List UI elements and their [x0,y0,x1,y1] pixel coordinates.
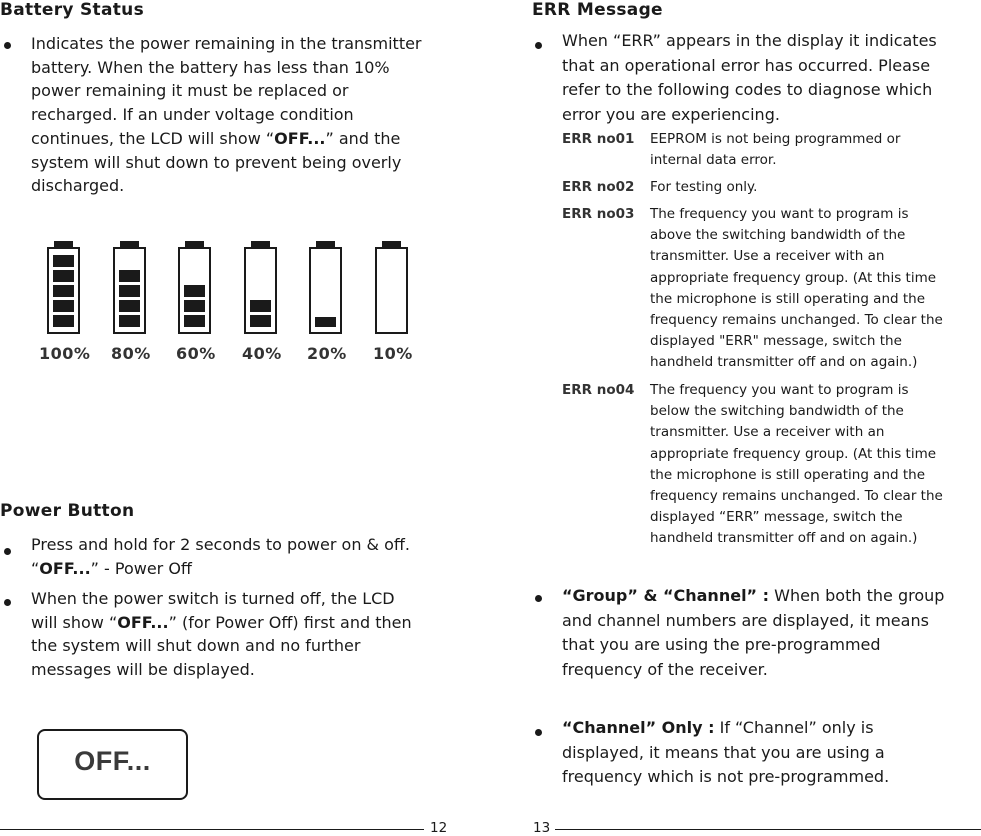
footer-rule-right [555,829,981,830]
battery-body [375,247,408,334]
battery-level-bar [53,255,74,267]
battery-level-bar [250,300,271,312]
text-line: above the switching bandwidth of the [650,227,906,244]
text-line [562,716,889,741]
text-line: EEPROM is not being programmed or [650,131,901,147]
battery-label-10: 10% [373,344,413,363]
text-span: When both the group [769,586,945,605]
text-line: and channel numbers are displayed, it means [562,610,929,630]
text-line [31,557,410,581]
text-line: displayed "ERR" message, switch the [650,333,902,350]
err-desc-no01 [650,129,980,171]
battery-level-bar [184,285,205,297]
battery-body [113,247,146,334]
off-emphasis: OFF... [39,558,91,578]
battery-level-bar [250,315,271,327]
err-message-paragraph [562,29,937,127]
text-line [31,611,412,635]
text-span: ” and the [325,128,401,148]
page-number-right: 13 [533,820,551,836]
text-line: transmitter. Use a receiver with an [650,248,885,265]
text-line: appropriate frequency group. (At this time [650,445,937,462]
battery-icon-10 [375,241,408,334]
text-line: When “ERR” appears in the display it indicates [562,31,937,50]
bullet-icon [4,548,11,555]
text-line: displayed “ERR” message, switch the [650,509,903,526]
err-code-no02: ERR no02 [562,179,635,195]
text-line: internal data error. [650,152,777,169]
err-message-heading: ERR Message [532,0,663,20]
battery-label-80: 80% [111,344,151,363]
battery-status-paragraph [31,32,422,198]
battery-body [309,247,342,334]
battery-level-bar [53,285,74,297]
text-line: messages will be displayed. [31,660,255,680]
bullet-icon [4,42,11,49]
text-line: system will shut down to prevent being overly [31,152,402,172]
text-line: the microphone is still operating and the [650,466,926,483]
text-line: frequency remains unchanged. To clear the [650,312,943,329]
text-span: “ [31,558,40,578]
text-line [31,127,422,151]
text-line: that an operational error has occurred. Please [562,55,931,75]
text-line: handheld transmitter off and on again.) [650,354,918,371]
text-span: ” (for Power Off) first and then [168,612,412,632]
channel-only-label: “Channel” Only : [562,718,715,737]
text-span: If “Channel” only is [714,718,874,737]
off-emphasis: OFF... [117,612,169,632]
text-line: When the power switch is turned off, the LCD [31,589,395,608]
err-desc-no02 [650,177,980,198]
bullet-icon [535,729,542,736]
text-line: the microphone is still operating and the [650,290,926,307]
text-span: ” - Power Off [90,558,192,578]
battery-icon-20 [309,241,342,334]
err-code-no04: ERR no04 [562,382,635,398]
battery-icon-40 [244,241,277,334]
text-line: recharged. If an under voltage condition [31,105,354,125]
battery-level-bar [184,315,205,327]
text-line: displayed, it means that you are using a [562,742,885,762]
group-channel-paragraph [562,584,944,682]
channel-only-paragraph [562,716,889,790]
text-line: For testing only. [650,179,758,195]
text-line: power remaining it must be replaced or [31,81,349,101]
text-line: discharged. [31,176,125,196]
off-emphasis: OFF... [274,128,326,148]
text-line: transmitter. Use a receiver with an [650,424,885,441]
page-number-left: 12 [430,820,448,836]
battery-level-bar [53,300,74,312]
battery-body [47,247,80,334]
battery-level-bar [119,315,140,327]
text-line: Indicates the power remaining in the transmitter [31,34,422,53]
battery-body [178,247,211,334]
text-span: continues, the LCD will show “ [31,128,275,148]
group-channel-label: “Group” & “Channel” : [562,586,770,605]
battery-body [244,247,277,334]
lcd-off-text: OFF... [74,746,151,776]
bullet-icon [4,599,11,606]
power-button-heading: Power Button [0,501,135,521]
text-line: frequency which is not pre-programmed. [562,767,890,786]
text-line [562,584,944,609]
battery-label-100: 100% [39,344,91,363]
battery-label-40: 40% [242,344,282,363]
text-line: The frequency you want to program is [650,206,909,222]
battery-status-heading: Battery Status [0,0,144,20]
text-span: will show “ [31,612,118,632]
footer-rule-left [0,829,424,830]
battery-level-bar [119,270,140,282]
text-line: error you are experiencing. [562,104,780,124]
battery-icon-60 [178,241,211,334]
bullet-icon [535,595,542,602]
text-line: appropriate frequency group. (At this time [650,269,937,286]
power-button-paragraph-1 [31,533,410,580]
battery-level-bar [315,317,336,327]
text-line: refer to the following codes to diagnose which [562,80,933,99]
text-line: handheld transmitter off and on again.) [650,530,918,547]
text-line: frequency of the receiver. [562,659,768,679]
battery-level-bar [53,270,74,282]
battery-icon-80 [113,241,146,334]
power-button-paragraph-2 [31,587,412,682]
battery-label-60: 60% [176,344,216,363]
err-code-no01: ERR no01 [562,131,635,147]
battery-level-bar [119,300,140,312]
err-desc-no04 [650,380,980,550]
lcd-off-display [37,729,188,800]
text-line: that you are using the pre-programmed [562,635,881,654]
text-line: frequency remains unchanged. To clear the [650,488,943,505]
battery-label-20: 20% [307,344,347,363]
battery-level-bar [119,285,140,297]
text-line: Press and hold for 2 seconds to power on & off. [31,535,410,554]
battery-icon-100 [47,241,80,334]
text-line: The frequency you want to program is [650,382,909,398]
text-line: below the switching bandwidth of the [650,403,904,420]
err-code-no03: ERR no03 [562,206,635,222]
text-line: the system will shut down and no further [31,636,361,656]
battery-level-bar [53,315,74,327]
bullet-icon [535,42,542,49]
err-desc-no03 [650,204,980,374]
battery-level-bar [184,300,205,312]
text-line: battery. When the battery has less than 10% [31,57,390,77]
